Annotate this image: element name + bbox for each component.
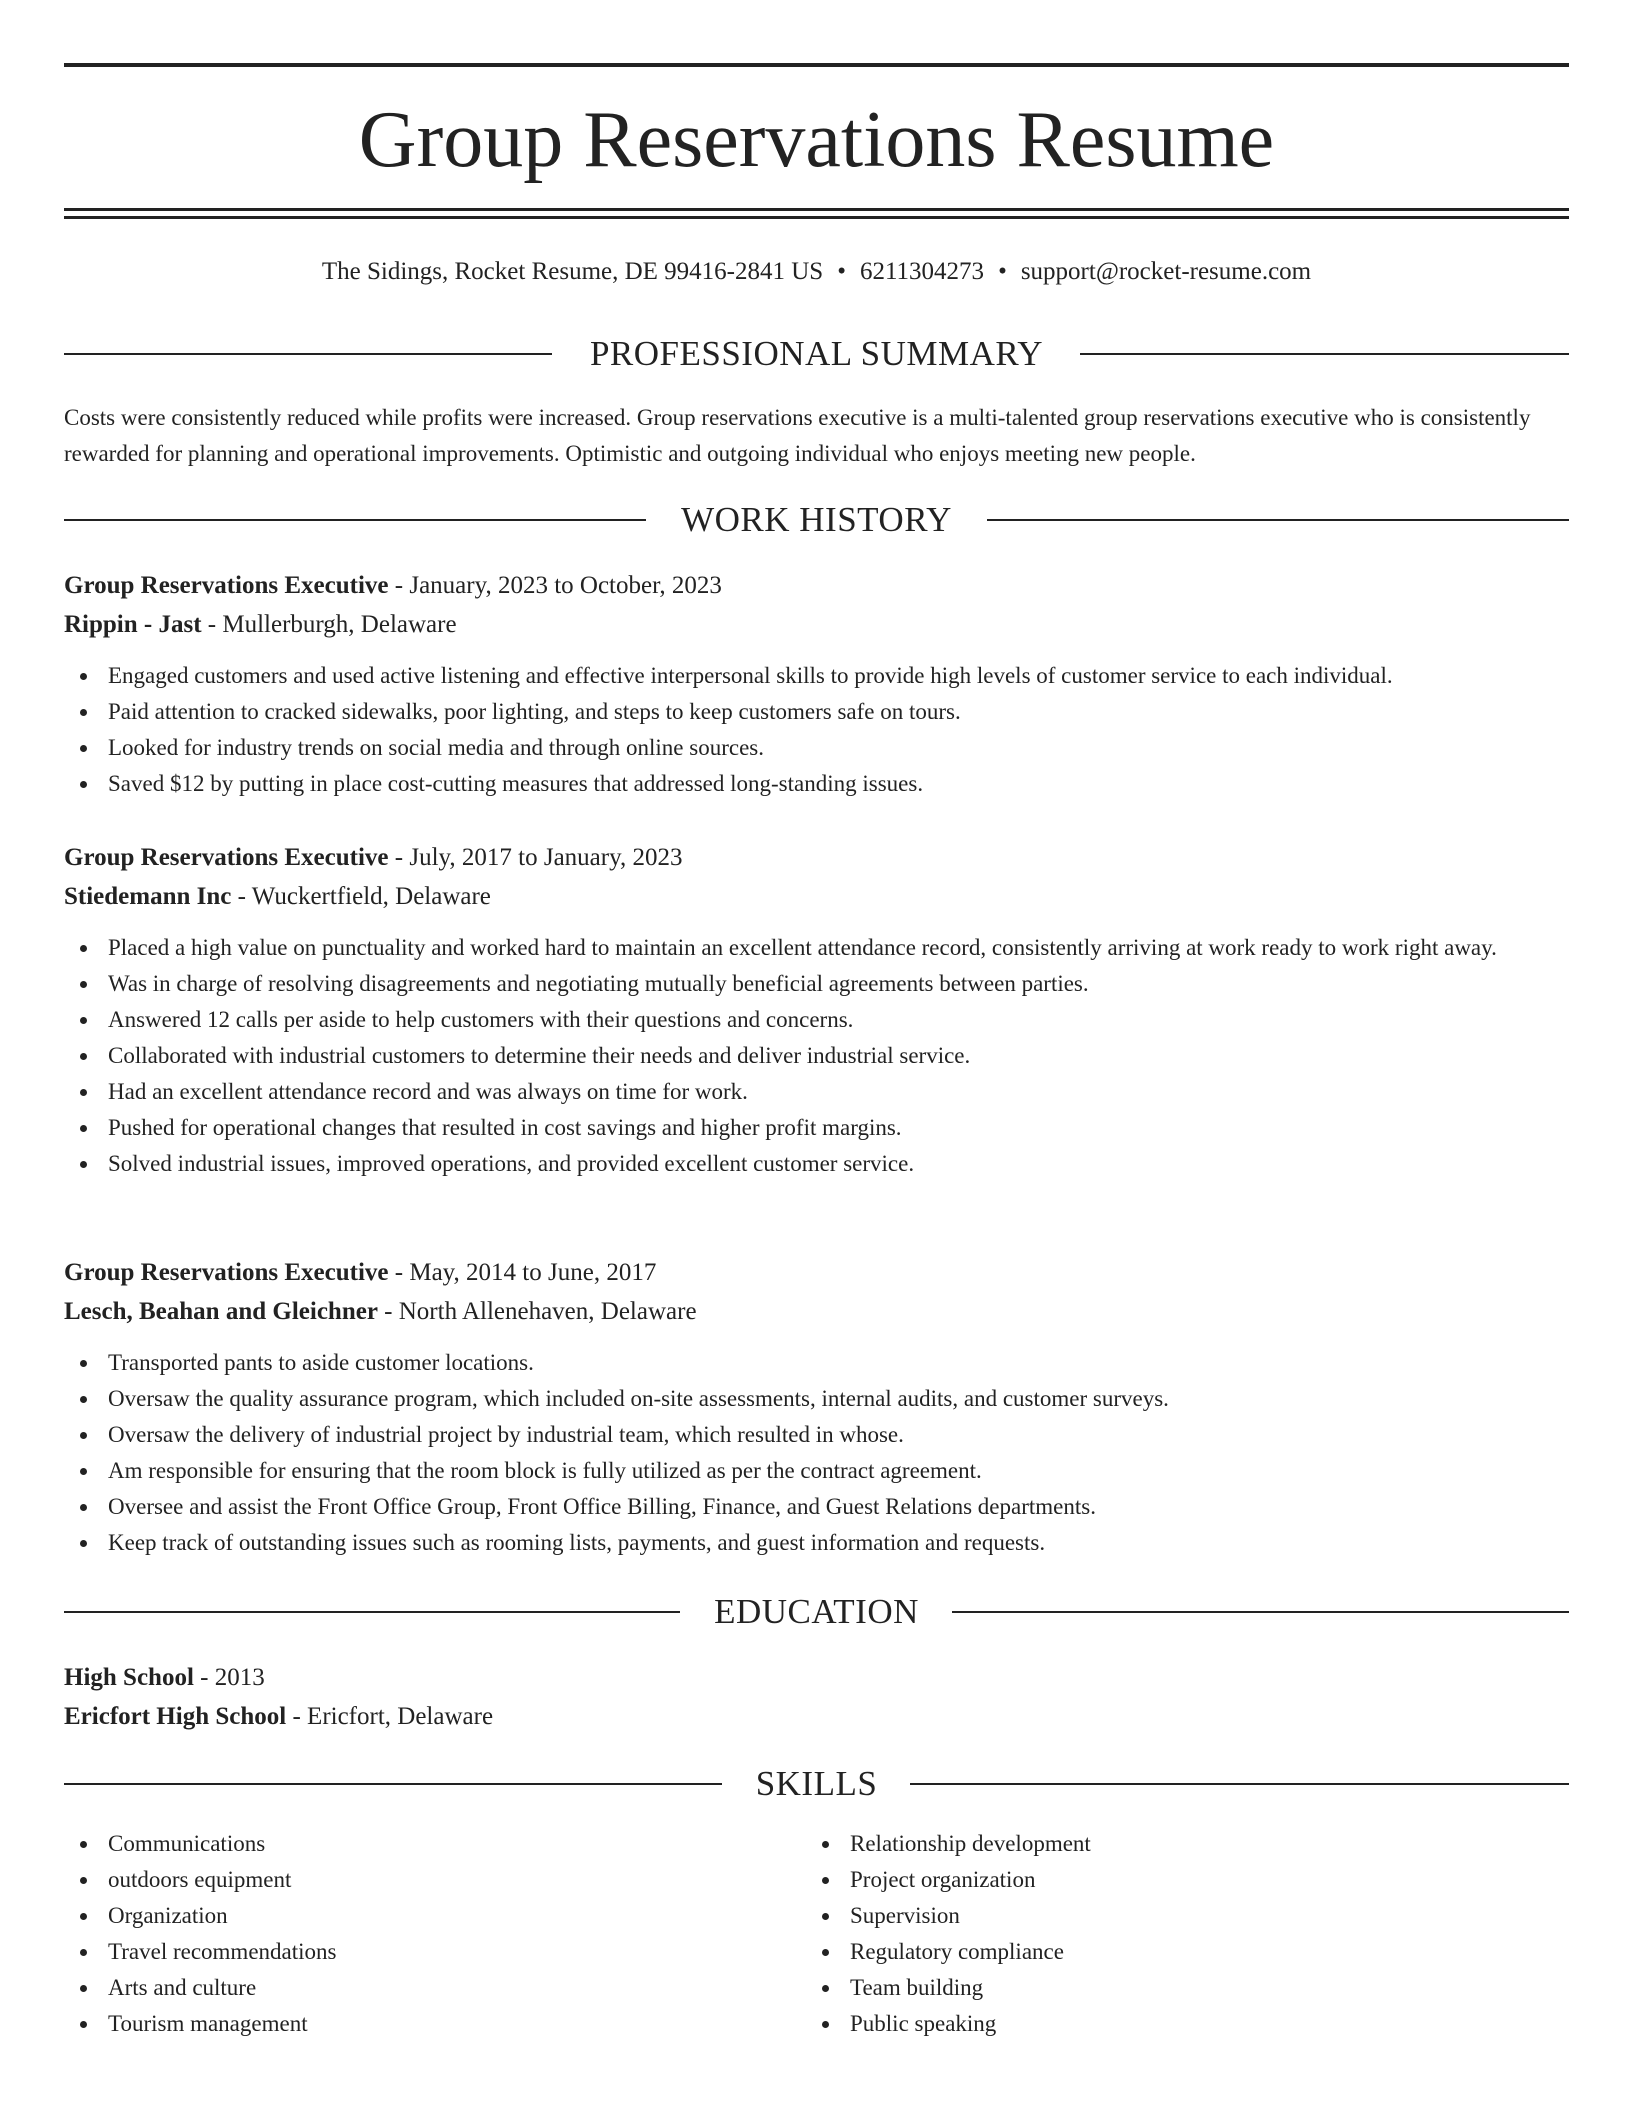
section-heading-skills xyxy=(64,1764,1569,1804)
skill-item: Travel recommendations xyxy=(64,1934,764,1970)
resume-title: Group Reservations Resume xyxy=(358,96,1275,184)
list-item: Solved industrial issues, improved operations, and provided excellent customer service. xyxy=(64,1146,1569,1182)
section-heading-education xyxy=(64,1592,1569,1632)
contact-phone: 6211304273 xyxy=(859,258,985,285)
list-item: Paid attention to cracked sidewalks, poor lighting, and steps to keep customers safe on tours. xyxy=(64,694,1569,730)
list-item: Transported pants to aside customer locations. xyxy=(64,1345,1569,1381)
list-item: Saved $12 by putting in place cost-cutting measures that addressed long-standing issues. xyxy=(64,766,1569,802)
skill-item: Organization xyxy=(64,1898,764,1934)
company-name: Stiedemann Inc xyxy=(64,883,232,910)
list-item: Oversee and assist the Front Office Group, Front Office Billing, Finance, and Guest Relations departments. xyxy=(64,1489,1569,1525)
title-rule-lower xyxy=(64,216,1569,219)
skills-list-right xyxy=(806,1826,1506,2042)
job-bullets xyxy=(64,1345,1569,1561)
job-title: Group Reservations Executive xyxy=(64,1259,389,1286)
list-item: Answered 12 calls per aside to help customers with their questions and concerns. xyxy=(64,1002,1569,1038)
company-location: - Mullerburgh, Delaware xyxy=(201,611,457,638)
section-title: SKILLS xyxy=(726,1764,908,1803)
list-item: Collaborated with industrial customers to determine their needs and deliver industrial service. xyxy=(64,1038,1569,1074)
list-item: Placed a high value on punctuality and worked hard to maintain an excellent attendance record, consistently arriving at work ready to work right away. xyxy=(64,930,1569,966)
job-entry xyxy=(64,1253,1569,1561)
education-entry xyxy=(64,1658,1569,1736)
job-dates: - July, 2017 to January, 2023 xyxy=(388,844,683,871)
section-title: PROFESSIONAL SUMMARY xyxy=(560,334,1073,373)
contact-address: The Sidings, Rocket Resume, DE 99416-2841 US xyxy=(321,258,824,285)
skill-item: outdoors equipment xyxy=(64,1862,764,1898)
skill-item: Regulatory compliance xyxy=(806,1934,1506,1970)
list-item: Had an excellent attendance record and was always on time for work. xyxy=(64,1074,1569,1110)
skill-item: Relationship development xyxy=(806,1826,1506,1862)
list-item: Oversaw the quality assurance program, which included on-site assessments, internal audits, and customer surveys. xyxy=(64,1381,1569,1417)
list-item: Engaged customers and used active listening and effective interpersonal skills to provide high levels of customer service to each individual. xyxy=(64,658,1569,694)
degree: High School xyxy=(64,1664,194,1691)
list-item: Looked for industry trends on social media and through online sources. xyxy=(64,730,1569,766)
job-dates: - May, 2014 to June, 2017 xyxy=(388,1259,657,1286)
job-bullets xyxy=(64,658,1569,802)
job-dates: - January, 2023 to October, 2023 xyxy=(388,572,722,599)
job-entry xyxy=(64,838,1569,1182)
section-title: WORK HISTORY xyxy=(651,500,982,539)
contact-separator: • xyxy=(837,258,846,285)
list-item: Pushed for operational changes that resulted in cost savings and higher profit margins. xyxy=(64,1110,1569,1146)
summary-text: Costs were consistently reduced while profits were increased. Group reservations executive is a multi-talented group reservations executive who is consistently rewarded for planning and operational improvements. Optimistic and outgoing individual who enjoys meeting new people. xyxy=(64,405,1531,466)
company-location: - North Allenehaven, Delaware xyxy=(377,1298,697,1325)
job-title: Group Reservations Executive xyxy=(64,572,389,599)
contact-separator: • xyxy=(998,258,1007,285)
top-rule xyxy=(64,63,1569,67)
list-item: Keep track of outstanding issues such as rooming lists, payments, and guest information and requests. xyxy=(64,1525,1569,1561)
skill-item: Communications xyxy=(64,1826,764,1862)
school-location: - Ericfort, Delaware xyxy=(286,1703,494,1730)
company-name: Rippin - Jast xyxy=(64,611,202,638)
company-location: - Wuckertfield, Delaware xyxy=(231,883,491,910)
skill-item: Tourism management xyxy=(64,2006,764,2042)
job-entry xyxy=(64,566,1569,802)
section-heading-summary xyxy=(64,334,1569,374)
skill-item: Project organization xyxy=(806,1862,1506,1898)
contact-line xyxy=(64,254,1569,290)
contact-email: support@rocket-resume.com xyxy=(1020,258,1312,285)
section-title: EDUCATION xyxy=(684,1592,949,1631)
skill-item: Team building xyxy=(806,1970,1506,2006)
skills-list-left xyxy=(64,1826,764,2042)
list-item: Oversaw the delivery of industrial project by industrial team, which resulted in whose. xyxy=(64,1417,1569,1453)
skill-item: Public speaking xyxy=(806,2006,1506,2042)
graduation-year: - 2013 xyxy=(193,1664,265,1691)
list-item: Was in charge of resolving disagreements and negotiating mutually beneficial agreements between parties. xyxy=(64,966,1569,1002)
section-heading-work-history xyxy=(64,500,1569,540)
skill-item: Supervision xyxy=(806,1898,1506,1934)
title-rule-upper xyxy=(64,208,1569,211)
skill-item: Arts and culture xyxy=(64,1970,764,2006)
list-item: Am responsible for ensuring that the room block is fully utilized as per the contract agreement. xyxy=(64,1453,1569,1489)
school-name: Ericfort High School xyxy=(64,1703,287,1730)
job-title: Group Reservations Executive xyxy=(64,844,389,871)
job-bullets xyxy=(64,930,1569,1182)
company-name: Lesch, Beahan and Gleichner xyxy=(64,1298,378,1325)
